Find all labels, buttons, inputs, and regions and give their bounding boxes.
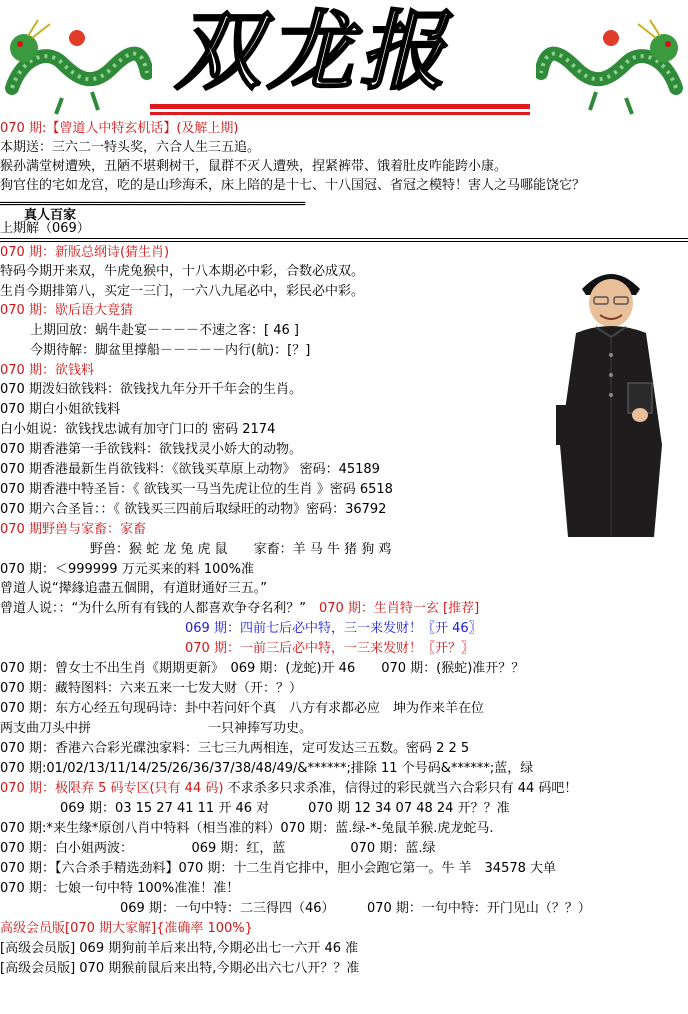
text-line <box>0 362 94 380</box>
left-dragon-icon <box>2 18 152 118</box>
text-line <box>0 177 585 195</box>
text-line <box>0 840 435 858</box>
text-segment: 069 期：一句中特：二三得四（46） 070 期：一句中特：开门见山（？？） <box>120 901 591 916</box>
text-line <box>0 740 469 758</box>
text-segment: 070 期香港最新生肖欲钱料：《欲钱买草原上动物》 密码：45189 <box>0 462 380 477</box>
text-line <box>0 561 254 579</box>
text-segment: 070 期：极限弃 5 码专区(只有 44 码) <box>0 781 224 796</box>
masthead <box>0 0 688 122</box>
text-segment: 070 期：东方心经五句现码诗：卦中若问奸个真 八方有求都必应 坤为作来羊在位 <box>0 701 484 716</box>
text-segment: 070 期泼妇欲钱料：欲钱找九年分开千年会的生肖。 <box>0 382 302 397</box>
text-segment: 070 期：曾女士不出生肖《期期更新》 069 期：(龙蛇)开 46 070 期：(猴蛇)准开？？ <box>0 661 525 676</box>
text-segment: 狗官住的宅如龙宫，吃的是山珍海禾，床上陪的是十七、十八国冠、省冠之模特！害人之马哪能饶它？ <box>0 178 586 193</box>
text-segment: 上期解（069） <box>0 221 90 236</box>
text-segment: 070 期：白小姐两波： 069 期：红，蓝 070 期：蓝.绿 <box>0 841 436 856</box>
text-line <box>0 120 238 138</box>
text-segment: 070 期：歇后语大竟猜 <box>0 303 133 318</box>
text-line <box>0 461 380 479</box>
text-segment: 070 期野兽与家畜：家畜 <box>0 522 146 537</box>
text-line <box>0 760 533 778</box>
text-segment: 070 期：一前三后必中特，一三来发财！〖开？〗 <box>185 641 474 656</box>
right-dragon-icon <box>536 18 686 118</box>
title-underline <box>150 104 530 109</box>
text-segment: 野兽：猴 蛇 龙 兔 虎 鼠 家畜：羊 马 牛 猪 狗 鸡 <box>90 542 392 557</box>
text-line <box>0 940 358 958</box>
section-divider <box>0 241 688 242</box>
text-segment: 069 期：四前七后必中特，三一来发财！〖开 46〗 <box>185 621 482 636</box>
text-line <box>30 322 299 340</box>
title-underline-thin <box>150 112 530 115</box>
text-line <box>90 541 391 559</box>
text-line <box>0 920 253 938</box>
text-line <box>60 800 510 818</box>
text-segment: 曾道人说：：“为什么所有有钱的人都喜欢争夺名利？” <box>0 601 319 616</box>
text-line <box>0 680 302 698</box>
text-line <box>185 620 482 638</box>
text-line <box>120 900 591 918</box>
text-segment: 上期回放：蜗牛赴宴－－－－不速之客：[ 46 ] <box>30 323 299 338</box>
text-line <box>0 660 524 678</box>
text-line <box>0 880 239 898</box>
text-segment: 070 期香港第一手欲钱料：欲钱找灵小娇大的动物。 <box>0 442 302 457</box>
text-segment: 本期送：三六二一特头奖，六合人生三五追。 <box>0 140 261 155</box>
text-line <box>0 820 494 838</box>
text-line <box>0 220 90 238</box>
text-segment: 070 期：藏特图料：六来五来一七发大财（开：？） <box>0 681 302 696</box>
text-line <box>0 263 364 281</box>
text-segment: [高级会员版] 069 期狗前羊后来出特,今期必出七一六开 46 准 <box>0 941 359 956</box>
text-segment: 070 期：香港六合彩光碟浊家料：三七三九两相连，定可发达三五数。密码 2 2 5 <box>0 741 470 756</box>
text-segment: 特码今期开来双，牛虎兔猴中，十八本期必中彩，合数必成双。 <box>0 264 365 279</box>
text-segment: 069 期：03 15 27 41 11 开 46 对 070 期 12 34 07 48 24 开？？准 <box>60 801 510 816</box>
text-segment: 曾道人说“撵緣追盡五個開，有道財通好三五。” <box>0 581 267 596</box>
text-line <box>0 700 484 718</box>
man-figure-icon <box>536 255 686 545</box>
text-line <box>0 401 120 419</box>
text-segment: 不求杀多只求杀准，信得过的彩民就当六合彩只有 44 码吧！ <box>223 781 578 796</box>
text-line <box>0 580 267 598</box>
text-line <box>185 640 474 658</box>
text-segment: 070 期六合圣旨：：《 欲钱买三四前后取绿旺的动物》密码：36792 <box>0 502 387 517</box>
text-segment: 高级会员版[070 期大家解]{准确率 100%} <box>0 921 253 936</box>
text-segment: 猴孙满堂树遭殃，丑陋不堪剩树干，鼠群不灭人遭殃，捏紧裤带、饿着肚皮咋能跨小康。 <box>0 159 508 174</box>
text-line <box>0 860 556 878</box>
text-line <box>0 244 169 262</box>
text-segment: 070 期:【曾道人中特玄机话】(及解上期) <box>0 121 239 136</box>
text-line <box>0 720 312 738</box>
text-segment: 070 期：＜999999 万元买来的料 100%准 <box>0 562 255 577</box>
text-line <box>30 342 310 360</box>
text-line <box>0 481 393 499</box>
section-divider <box>0 238 688 239</box>
text-segment: 真人百家 <box>24 208 77 223</box>
text-segment: 070 期:01/02/13/11/14/25/26/36/37/38/48/49/&******;排除 11 个号码&******;蓝，绿 <box>0 761 534 776</box>
text-line <box>0 139 260 157</box>
text-line <box>0 780 577 798</box>
text-line <box>0 158 507 176</box>
text-line <box>0 441 302 459</box>
text-segment: 070 期香港中特圣旨：《 欲钱买一马当先虎让位的生肖 》密码 6518 <box>0 482 393 497</box>
text-segment: 070 期:*来生缘*原创八肖中特料（相当准的料）070 期：蓝.绿-*-兔鼠羊猴.虎龙蛇马. <box>0 821 494 836</box>
text-line <box>0 283 364 301</box>
text-line <box>0 421 275 439</box>
text-line <box>0 501 386 519</box>
text-segment: ═══════════════════════════════════════ <box>0 197 306 212</box>
text-segment: 070 期：七娘一句中特 100%准准！准！ <box>0 881 240 896</box>
text-line <box>0 600 479 618</box>
text-segment: 070 期：生肖特一玄 [推荐] <box>318 601 480 616</box>
text-segment: 070 期：欲钱料 <box>0 363 94 378</box>
text-segment: 白小姐说：欲钱找忠诚有加守门口的 密码 2174 <box>0 422 276 437</box>
text-line <box>0 302 133 320</box>
page-title: 双龙报 <box>175 1 451 102</box>
text-segment: 070 期：新版总纲诗(猜生肖) <box>0 245 170 260</box>
text-line <box>0 960 359 978</box>
text-segment: 今期待解：脚盆里撑船－－－－－内行(航)：[？] <box>30 343 311 358</box>
text-segment: 070 期白小姐欲钱料 <box>0 402 120 417</box>
text-segment: 生肖今期排第八，买定一三门，一六八九尾必中，彩民必中彩。 <box>0 284 365 299</box>
text-line <box>0 521 146 539</box>
text-line <box>0 381 302 399</box>
text-segment: 070 期：【六合杀手精选劲料】070 期：十二生肖它排中，胆小会跑它第一。牛 羊 34578 大单 <box>0 861 557 876</box>
text-segment: [高级会员版] 070 期猴前鼠后来出特,今期必出六七八开？？准 <box>0 961 360 976</box>
text-segment: 两支曲刀头中拼 一只神捧写功史。 <box>0 721 313 736</box>
